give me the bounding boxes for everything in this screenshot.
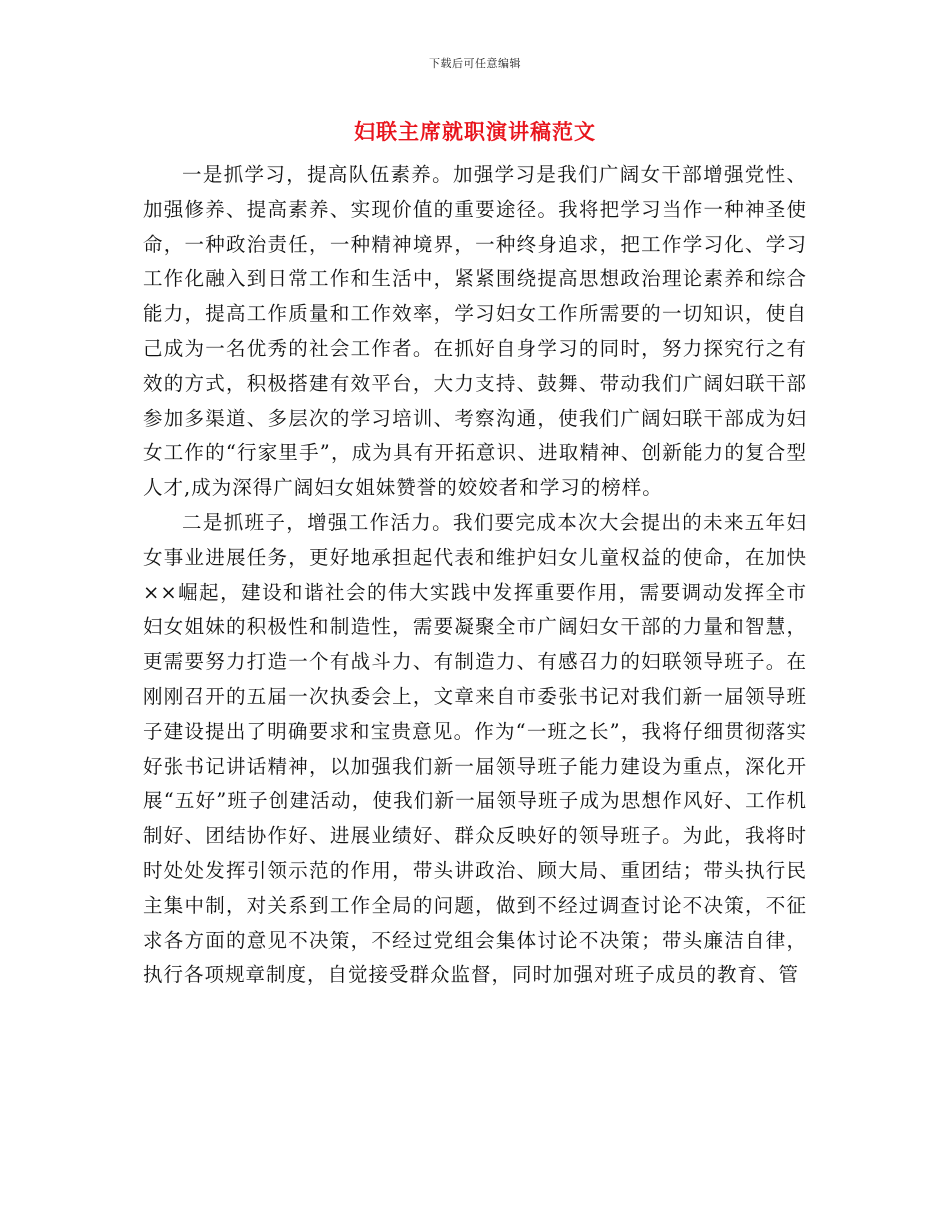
document-body bbox=[143, 158, 807, 993]
document-title: 妇联主席就职演讲稿范文 bbox=[354, 120, 596, 144]
paragraph-leadership: 二是抓班子，增强工作活力。我们要完成本次大会提出的未来五年妇女事业进展任务，更好地承担起代表和维护妇女儿童权益的使命，在加快××崛起，建设和谐社会的伟大实践中发挥重要作用，需要调动发挥全市妇女姐妹的积极性和制造性，需要凝聚全市广阔妇女干部的力量和智慧，更需要努力打造一个有战斗力、有制造力、有感召力的妇联领导班子。在刚刚召开的五届一次执委会上，文章来自市委张书记对我们新一届领导班子建设提出了明确要求和宝贵意见。作为“一班之长”，我将仔细贯彻落实好张书记讲话精神，以加强我们新一届领导班子能力建设为重点，深化开展“五好”班子创建活动，使我们新一届领导班子成为思想作风好、工作机制好、团结协作好、进展业绩好、群众反映好的领导班子。为此，我将时时处处发挥引领示范的作用，带头讲政治、顾大局、重团结；带头执行民主集中制，对关系到工作全局的问题，做到不经过调查讨论不决策，不征求各方面的意见不决策，不经过党组会集体讨论不决策；带头廉洁自律，执行各项规章制度，自觉接受群众监督，同时加强对班子成员的教育、管 bbox=[143, 510, 807, 987]
paragraph-study: 一是抓学习，提高队伍素养。加强学习是我们广阔女干部增强党性、加强修养、提高素养、实现价值的重要途径。我将把学习当作一种神圣使命，一种政治责任，一种精神境界，一种终身追求，把工作学习化、学习工作化融入到日常工作和生活中，紧紧围绕提高思想政治理论素养和综合能力，提高工作质量和工作效率，学习妇女工作所需要的一切知识，使自己成为一名优秀的社会工作者。在抓好自身学习的同时，努力探究行之有效的方式，积极搭建有效平台，大力支持、鼓舞、带动我们广阔妇联干部参加多渠道、多层次的学习培训、考察沟通，使我们广阔妇联干部成为妇女工作的“行家里手”，成为具有开拓意识、进取精神、创新能力的复合型人才,成为深得广阔妇女姐妹赞誉的姣姣者和学习的榜样。 bbox=[143, 163, 807, 500]
header-note: 下载后可任意编辑 bbox=[429, 57, 521, 70]
